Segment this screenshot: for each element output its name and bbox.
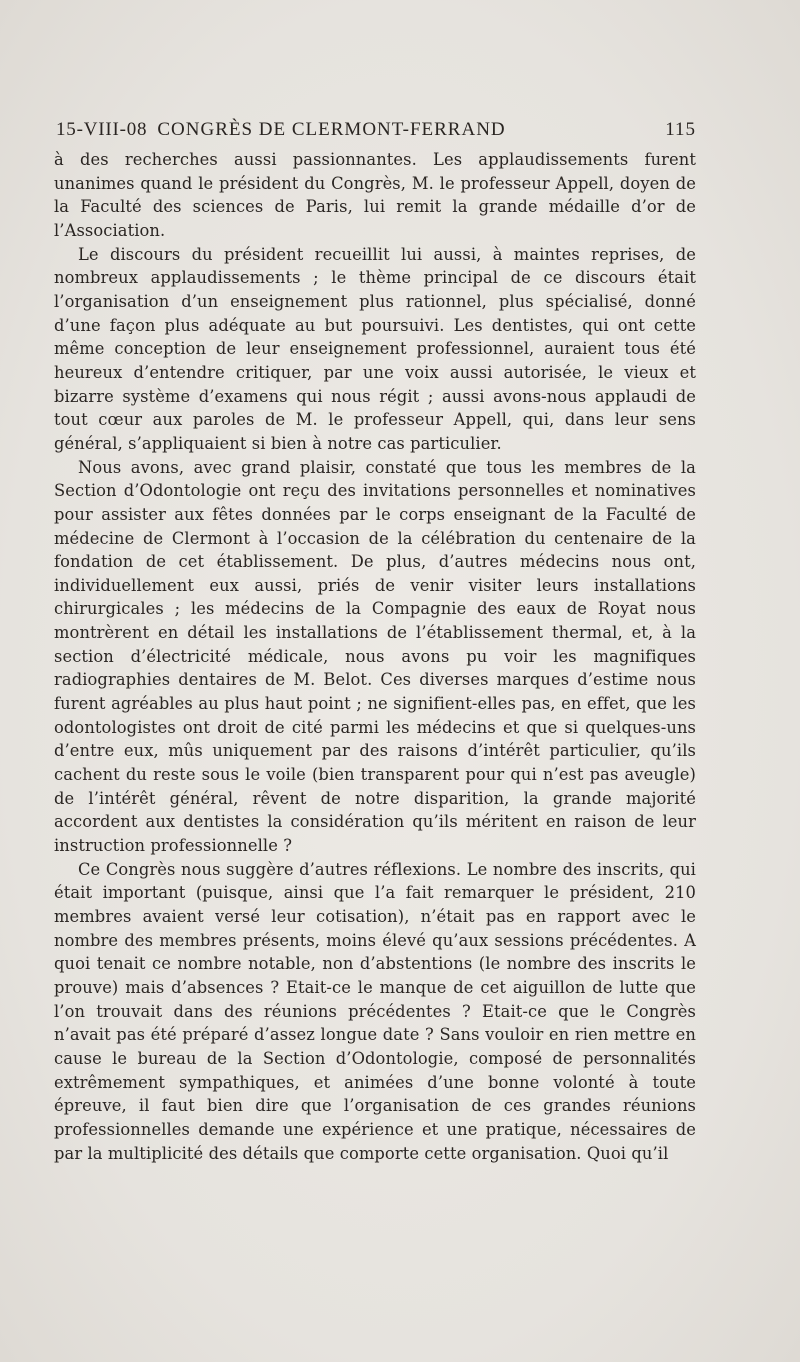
page-number: 115	[665, 119, 696, 140]
header-title: CONGRÈS DE CLERMONT-FERRAND	[157, 119, 506, 140]
paragraph-president-speech: Le discours du président recueillit lui aussi, à maintes reprises, de nombreux applaudissements ; le thème principal de ce discours était l’organisation d’un enseignement plus rationnel, plus spécialisé, donné d’une façon plus adéquate au but poursuivi. Les dentistes, qui ont cette même conception de leur enseignement professionnel, auraient tous été heureux d’entendre critiquer, par une voix aussi autorisée, le vieux et bizarre système d’examens qui nous régit ; aussi avons-nous applaudi de tout cœur aux paroles de M. le professeur Appell, qui, dans leur sens général, s’appliquaient si bien à notre cas particulier.	[54, 244, 696, 453]
header-date: 15-VIII-08	[56, 119, 148, 140]
paragraph-continued: à des recherches aussi passionnantes. Les applaudissements furent unanimes quand le président du Congrès, M. le professeur Appell, doyen de la Faculté des sciences de Paris, lui remit la grande médaille d’or de l’Association.	[54, 150, 696, 240]
book-page	[54, 112, 696, 1165]
running-header	[54, 112, 696, 148]
paragraph-invitations: Nous avons, avec grand plaisir, constaté que tous les membres de la Section d’Odontologie ont reçu des invitations personnelles et nominatives pour assister aux fêtes données par le corps enseignant de la Faculté de médecine de Clermont à l’occasion de la célébration du centenaire de la fondation de cet établissement. De plus, d’autres médecins nous ont, individuellement eux aussi, priés de venir visiter leurs installations chirurgicales ; les médecins de la Compagnie des eaux de Royat nous montrèrent en détail les installations de l’établissement thermal, et, à la section d’électricité médicale, nous avons pu voir les magnifiques radiographies dentaires de M. Belot. Ces diverses marques d’estime nous furent agréables au plus haut point ; ne signifient-elles pas, en effet, que les odontologistes ont droit de cité parmi les médecins et que si quelques-uns d’entre eux, mûs uniquement par des raisons d’intérêt particulier, qu’ils cachent du reste sous le voile (bien transparent pour qui n’est pas aveugle) de l’intérêt général, rêvent de notre disparition, la grande majorité accordent aux dentistes la considération qu’ils méritent en raison de leur instruction professionnelle ?	[54, 457, 696, 856]
body-text	[54, 148, 696, 1165]
paragraph-reflections: Ce Congrès nous suggère d’autres réflexions. Le nombre des inscrits, qui était important (puisque, ainsi que l’a fait remarquer le président, 210 membres avaient versé leur cotisation), n’était pas en rapport avec le nombre des membres présents, moins élevé qu’aux sessions précédentes. A quoi tenait ce nombre notable, non d’abstentions (le nombre des inscrits le prouve) mais d’absences ? Etait-ce le manque de cet aiguillon de lutte que l’on trouvait dans des réunions précédentes ? Etait-ce que le Congrès n’avait pas été préparé d’assez longue date ? Sans vouloir en rien mettre en cause le bureau de la Section d’Odontologie, composé de personnalités extrêmement sympathiques, et animées d’une bonne volonté à toute épreuve, il faut bien dire que l’organisation de ces grandes réunions professionnelles demande une expérience et une pratique, nécessaires de par la multiplicité des détails que comporte cette organisation. Quoi qu’il	[54, 859, 696, 1163]
